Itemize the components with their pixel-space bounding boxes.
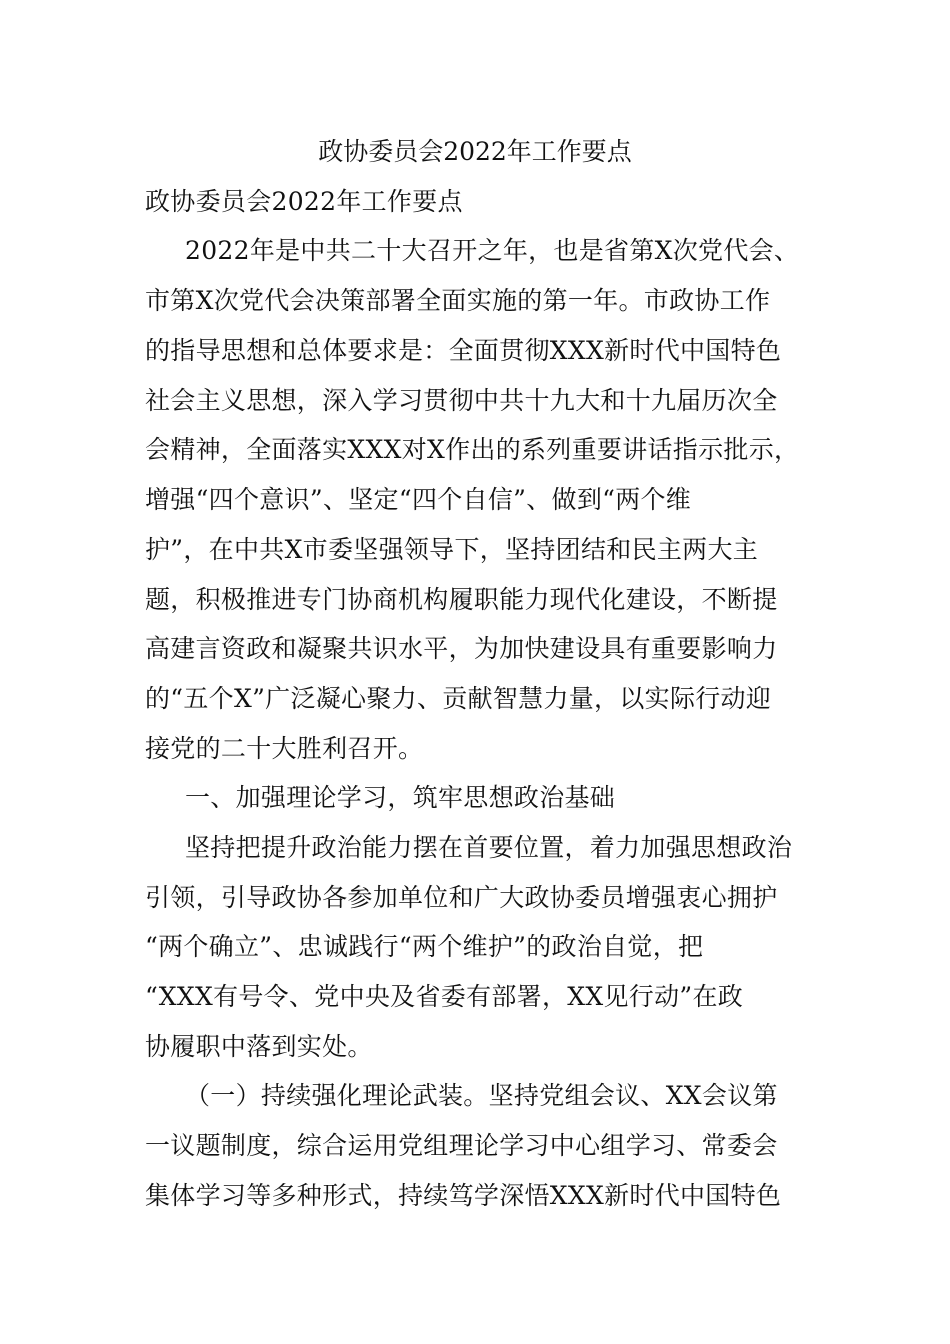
paragraph-line: 的“五个X”广泛凝心聚力、贡献智慧力量，以实际行动迎 bbox=[145, 684, 772, 713]
paragraph-line: 高建言资政和凝聚共识水平，为加快建设具有重要影响力 bbox=[145, 634, 778, 663]
paragraph-line: 增强“四个意识”、坚定“四个自信”、做到“两个维 bbox=[145, 485, 692, 514]
paragraph-line: 引领，引导政协各参加单位和广大政协委员增强衷心拥护 bbox=[145, 883, 778, 912]
paragraph-line: 坚持把提升政治能力摆在首要位置，着力加强思想政治 bbox=[185, 833, 793, 862]
paragraph-line: 一议题制度，综合运用党组理论学习中心组学习、常委会 bbox=[145, 1131, 778, 1160]
paragraph-line: 社会主义思想，深入学习贯彻中共十九大和十九届历次全 bbox=[145, 386, 778, 415]
paragraph-line: （一）持续强化理论武装。坚持党组会议、XX会议第 bbox=[185, 1081, 778, 1110]
paragraph-line: 集体学习等多种形式，持续笃学深悟XXX新时代中国特色 bbox=[145, 1181, 782, 1210]
document-title: 政协委员会2022年工作要点 bbox=[318, 137, 632, 166]
paragraph-line: 2022年是中共二十大召开之年，也是省第X次党代会、 bbox=[185, 236, 800, 265]
paragraph-line: 接党的二十大胜利召开。 bbox=[145, 734, 424, 763]
paragraph-line: “XXX有号令、党中央及省委有部署，XX见行动”在政 bbox=[145, 982, 744, 1011]
paragraph-line: 护”，在中共X市委坚强领导下，坚持团结和民主两大主 bbox=[145, 535, 759, 564]
paragraph-line: 的指导思想和总体要求是：全面贯彻XXX新时代中国特色 bbox=[145, 336, 782, 365]
section-heading: 一、加强理论学习，筑牢思想政治基础 bbox=[185, 783, 616, 812]
paragraph-line: “两个确立”、忠诚践行“两个维护”的政治自觉，把 bbox=[145, 932, 704, 961]
paragraph-line: 会精神，全面落实XXX对X作出的系列重要讲话指示批示， bbox=[145, 435, 800, 464]
document-subtitle: 政协委员会2022年工作要点 bbox=[145, 187, 463, 216]
paragraph-line: 市第X次党代会决策部署全面实施的第一年。市政协工作 bbox=[145, 286, 771, 315]
paragraph-line: 题，积极推进专门协商机构履职能力现代化建设，不断提 bbox=[145, 585, 778, 614]
paragraph-line: 协履职中落到实处。 bbox=[145, 1032, 373, 1061]
